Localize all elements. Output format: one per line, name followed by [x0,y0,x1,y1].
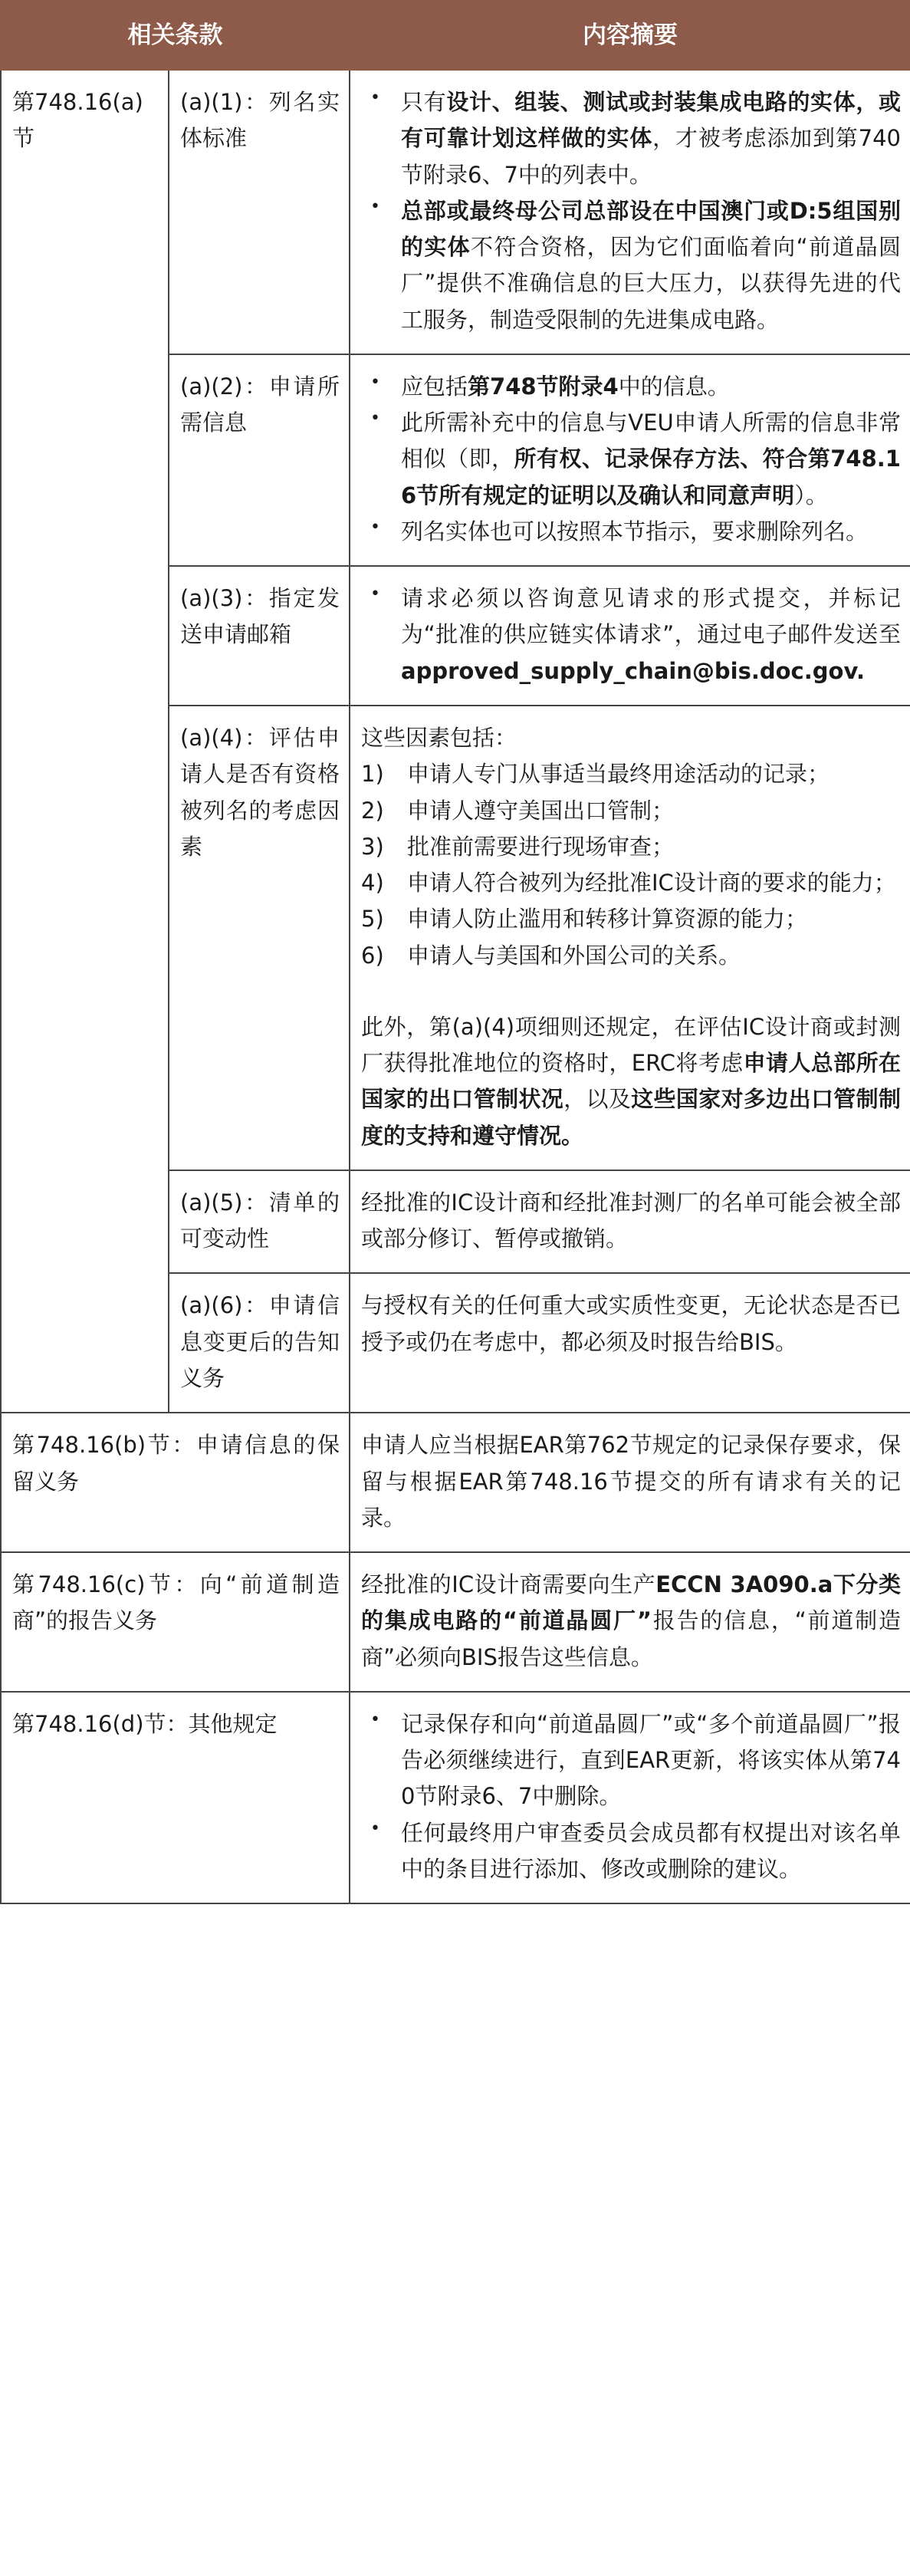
additional-considerations [361,1009,901,1154]
item-number: 6) [361,942,384,969]
text-run: 此外，第(a)(4)项细则还规定，在评估IC设计商或封测厂获得批准地位的资格时，ERC将考虑 [361,1013,901,1077]
bullet-list [361,1706,901,1887]
item-text: 申请人符合被列为经批准IC设计商的要求的能力； [407,870,896,897]
subsection-a5-label: (a)(5)：清单的可变动性 [169,1170,350,1274]
bullet-icon: • [370,517,380,537]
text-run: ）。 [794,482,828,508]
list-item [361,84,901,193]
bold-text: 这些国家对多边出口管制制度的支持和遵守情况。 [361,1086,901,1149]
paragraph-spacer [361,974,901,1009]
table-row [1,1413,910,1552]
subsection-a2-summary [350,354,910,566]
bullet-icon: • [370,372,380,392]
section-d-summary [350,1692,910,1903]
section-c-label: 第748.16(c)节：向“前道制造商”的报告义务 [1,1552,350,1692]
bullet-list [361,84,901,338]
bullet-icon: • [370,409,380,429]
subsection-a4-label: (a)(4)：评估申请人是否有资格被列名的考虑因素 [169,706,350,1170]
text-run: 申请人应当根据EAR第762节规定的记录保存要求，保留与根据EAR第748.16节提交的所有请求有关的记录。 [361,1432,901,1531]
bullet-icon: • [370,196,380,216]
bullet-icon: • [370,1709,380,1729]
item-number: 3) [361,833,384,860]
item-text: 申请人专门从事适当最终用途活动的记录； [407,761,830,788]
list-item [361,901,901,937]
text-run: 经批准的IC设计商和经批准封测厂的名单可能会被全部或部分修订、暂停或撤销。 [361,1189,901,1252]
table-row [1,70,910,354]
list-item [361,405,901,514]
list-item [361,514,901,550]
item-number: 4) [361,870,384,897]
item-text: 申请人与美国和外国公司的关系。 [407,942,741,969]
text-run: 应包括 [401,373,468,400]
section-c-summary [350,1552,910,1692]
bullet-icon: • [370,1818,380,1838]
subsection-a1-summary [350,70,910,354]
subsection-a3-label: (a)(3)：指定发送申请邮箱 [169,566,350,706]
bullet-list [361,581,901,689]
factors-intro: 这些因素包括： [361,724,517,751]
bold-text: 设计、组装、测试或封装集成电路的实体，或有可靠计划这样做的实体 [401,89,901,152]
list-item [361,193,901,338]
subsection-a5-summary [350,1170,910,1274]
item-number: 5) [361,906,384,933]
text-run: 只有 [401,89,447,115]
text-run: ，以及 [563,1086,632,1113]
text-run: 任何最终用户审查委员会成员都有权提出对该名单中的条目进行添加、修改或删除的建议。 [401,1819,901,1882]
section-a-label: 第748.16(a)节 [1,70,169,1413]
list-item [361,756,901,792]
item-text: 申请人防止滥用和转移计算资源的能力； [407,906,808,933]
subsection-a2-label: (a)(2)：申请所需信息 [169,354,350,566]
text-run: 与授权有关的任何重大或实质性变更，无论状态是否已授予或仍在考虑中，都必须及时报告给BIS。 [361,1292,901,1355]
list-item [361,938,901,974]
subsection-a6-summary [350,1273,910,1413]
text-run: 报告的信息，“前道制造商”必须向BIS报告这些信息。 [361,1607,901,1670]
list-item [361,865,901,901]
text-run: 列名实体也可以按照本节指示，要求删除列名。 [401,518,869,544]
header-provisions: 相关条款 [1,1,350,70]
list-item [361,829,901,865]
bullet-list [361,369,901,550]
text-run: 请求必须以咨询意见请求的形式提交，并标记为“批准的供应链实体请求”，通过电子邮件发送至 [401,585,901,648]
text-run: 记录保存和向“前道晶圆厂”或“多个前道晶圆厂”报告必须继续进行，直到EAR更新，将该实体从第740节附录6、7中删除。 [401,1710,901,1810]
list-item [361,369,901,405]
text-run: 中的信息。 [618,373,730,400]
list-item [361,793,901,829]
table-header-row [1,1,910,70]
subsection-a1-label: (a)(1)：列名实体标准 [169,70,350,354]
subsection-a3-summary [350,566,910,706]
bullet-icon: • [370,584,380,604]
bold-text: ECCN 3A090.a下分类的集成电路的“前道晶圆厂” [361,1571,901,1634]
item-text: 批准前需要进行现场审查； [407,833,675,860]
list-item [361,581,901,689]
bold-text: 总部或最终母公司总部设在中国澳门或D:5组国别的实体 [401,197,901,261]
subsection-a6-label: (a)(6)：申请信息变更后的告知义务 [169,1273,350,1413]
bold-text: 所有权、记录保存方法、符合第748.16节所有规定的证明以及确认和同意声明 [401,446,901,508]
section-b-label: 第748.16(b)节：申请信息的保留义务 [1,1413,350,1552]
text-run: 经批准的IC设计商需要向生产 [361,1571,656,1598]
bold-text: 申请人总部所在国家的出口管制状况 [361,1050,901,1113]
table-row [1,1692,910,1903]
section-d-label: 第748.16(d)节：其他规定 [1,1692,350,1903]
text-run: 此所需补充中的信息与VEU申请人所需的信息非常相似（即， [401,410,901,472]
item-text: 申请人遵守美国出口管制； [407,797,675,824]
text-run: 不符合资格，因为它们面临着向“前道晶圆厂”提供不准确信息的巨大压力，以获得先进的代工服务，制造受限制的先进集成电路。 [401,234,901,333]
item-number: 1) [361,761,384,788]
factors-list [361,756,901,974]
section-b-summary [350,1413,910,1552]
text-run: ，才被考虑添加到第740节附录6、7中的列表中。 [401,125,901,188]
bold-text: approved_supply_chain@bis.doc.gov. [401,657,866,684]
bold-text: 第748节附录4 [468,373,619,400]
list-item [361,1815,901,1888]
header-summary: 内容摘要 [350,1,910,70]
subsection-a4-summary [350,706,910,1170]
bullet-icon: • [370,88,380,107]
item-number: 2) [361,797,384,824]
table-row [1,1552,910,1692]
list-item [361,1706,901,1815]
